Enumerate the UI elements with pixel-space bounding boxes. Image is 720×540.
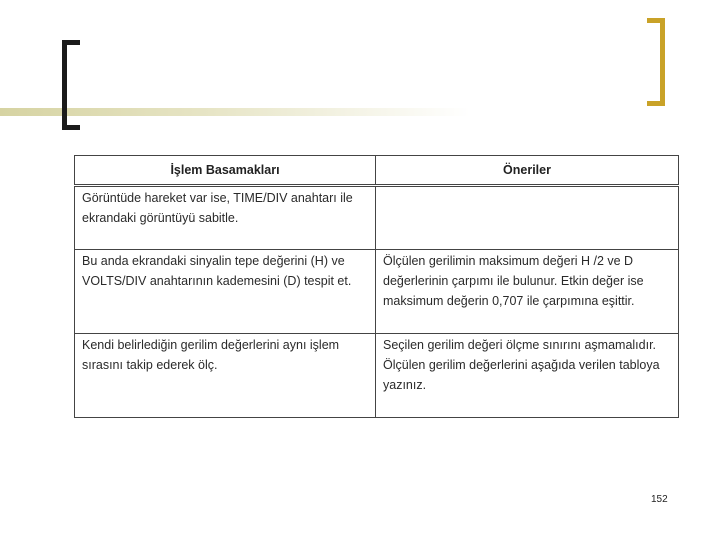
suggestion-cell	[376, 186, 679, 250]
suggestion-cell: Seçilen gerilim değeri ölçme sınırını aşmamalıdır. Ölçülen gerilim değerlerini aşağıda verilen tabloya yazınız.	[376, 334, 679, 418]
step-cell: Kendi belirlediğin gerilim değerlerini aynı işlem sırasını takip ederek ölç.	[75, 334, 376, 418]
table-row	[75, 334, 679, 418]
right-bracket-decoration	[647, 18, 665, 106]
procedure-table	[74, 155, 679, 418]
step-cell: Bu anda ekrandaki sinyalin tepe değerini (H) ve VOLTS/DIV anahtarının kademesini (D) tespit et.	[75, 250, 376, 334]
header-suggestions: Öneriler	[376, 156, 679, 186]
left-bracket-decoration	[62, 40, 80, 130]
page-number: 152	[651, 494, 668, 505]
suggestion-cell: Ölçülen gerilimin maksimum değeri H /2 ve D değerlerinin çarpımı ile bulunur. Etkin değer ise maksimum değerin 0,707 ile çarpımına eşittir.	[376, 250, 679, 334]
table-row	[75, 250, 679, 334]
table-header-row	[75, 156, 679, 186]
table-row	[75, 186, 679, 250]
header-steps: İşlem Basamakları	[75, 156, 376, 186]
step-cell: Görüntüde hareket var ise, TIME/DIV anahtarı ile ekrandaki görüntüyü sabitle.	[75, 186, 376, 250]
